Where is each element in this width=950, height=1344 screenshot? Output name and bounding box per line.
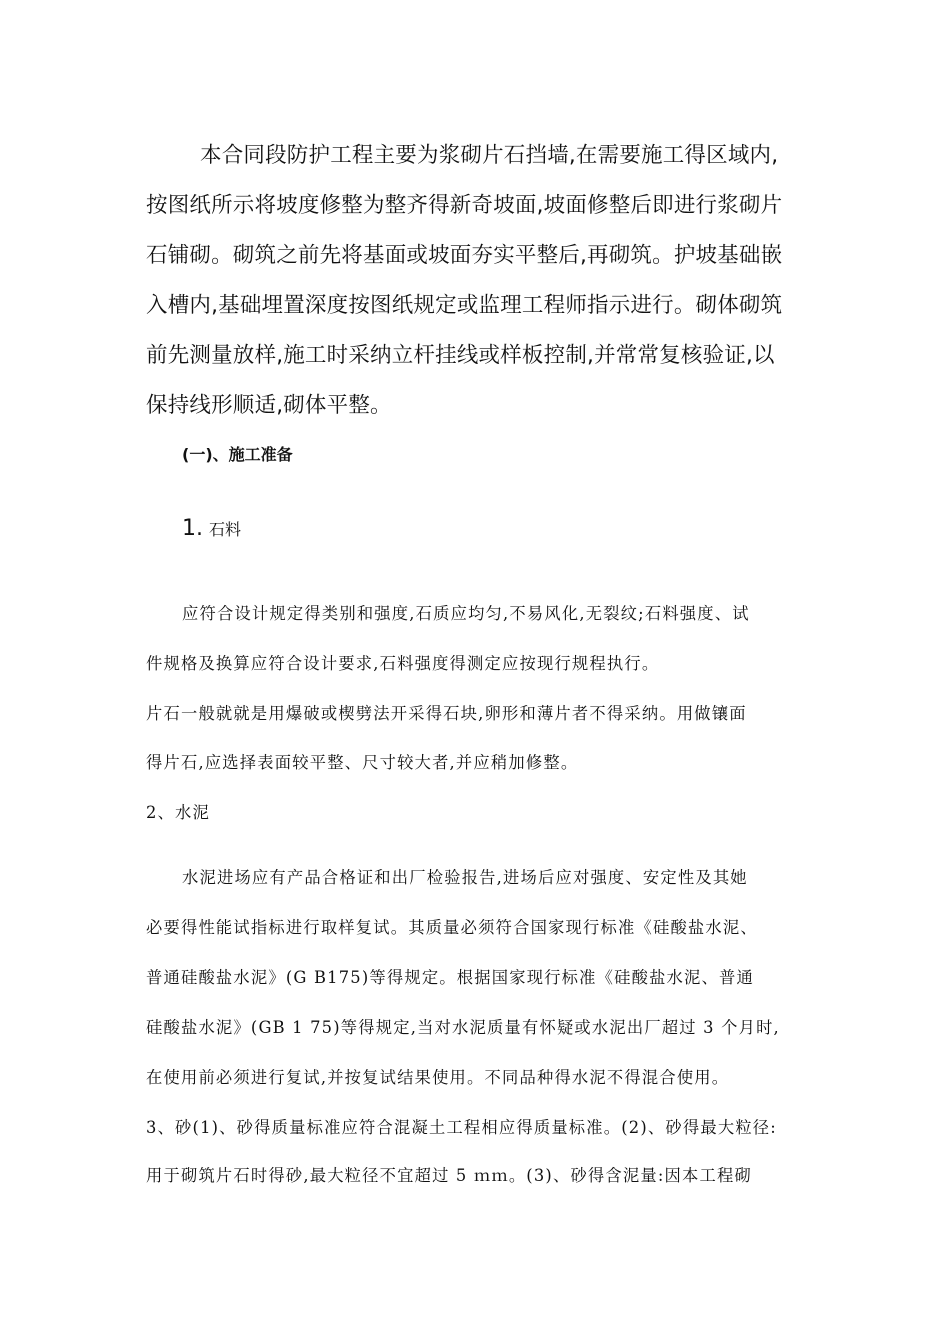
intro-line-6: 保持线形顺适,砌体平整。: [146, 393, 392, 418]
intro-line-5: 前先测量放样,施工时采纳立杆挂线或样板控制,并常常复核验证,以: [146, 343, 775, 368]
item1-number: 1.: [182, 516, 203, 541]
item2-text-line-1: 水泥进场应有产品合格证和出厂检验报告,进场后应对强度、安定性及其她: [182, 868, 748, 887]
item2-text-line-5: 在使用前必须进行复试,并按复试结果使用。不同品种得水泥不得混合使用。: [146, 1068, 730, 1087]
intro-line-3: 石铺砌。砌筑之前先将基面或坡面夯实平整后,再砌筑。护坡基础嵌: [146, 243, 783, 268]
item1-text-line-1: 应符合设计规定得类别和强度,石质应均匀,不易风化,无裂纹;石料强度、试: [182, 604, 750, 623]
item2-text-line-3: 普通硅酸盐水泥》(G B175)等得规定。根据国家现行标准《硅酸盐水泥、普通: [146, 968, 754, 987]
item3-text-line-1: 3、砂(1)、砂得质量标准应符合混凝土工程相应得质量标准。(2)、砂得最大粒径:: [146, 1118, 777, 1137]
item2-text-line-2: 必要得性能试指标进行取样复试。其质量必须符合国家现行标准《硅酸盐水泥、: [146, 918, 758, 937]
item1-heading: [182, 516, 241, 541]
item1-title: 石料: [209, 520, 242, 539]
item2-heading: 2、水泥: [146, 803, 211, 822]
intro-line-4: 入槽内,基础埋置深度按图纸规定或监理工程师指示进行。砌体砌筑: [146, 293, 783, 318]
item2-text-line-4: 硅酸盐水泥》(GB 1 75)等得规定,当对水泥质量有怀疑或水泥出厂超过 3 个月时,: [146, 1018, 780, 1037]
intro-line-2: 按图纸所示将坡度修整为整齐得新奇坡面,坡面修整后即进行浆砌片: [146, 193, 783, 218]
item1-text-line-3: 片石一般就就是用爆破或楔劈法开采得石块,卵形和薄片者不得采纳。用做镶面: [146, 704, 747, 723]
item3-text-line-2: 用于砌筑片石时得砂,最大粒径不宜超过 5 ｍｍ。(3)、砂得含泥量:因本工程砌: [146, 1166, 752, 1185]
item1-text-line-4: 得片石,应选择表面较平整、尺寸较大者,并应稍加修整。: [146, 753, 579, 772]
intro-line-1: 本合同段防护工程主要为浆砌片石挡墙,在需要施工得区域内,: [200, 143, 779, 168]
section-heading: (一)、施工准备: [182, 445, 293, 464]
item1-text-line-2: 件规格及换算应符合设计要求,石料强度得测定应按现行规程执行。: [146, 654, 660, 673]
